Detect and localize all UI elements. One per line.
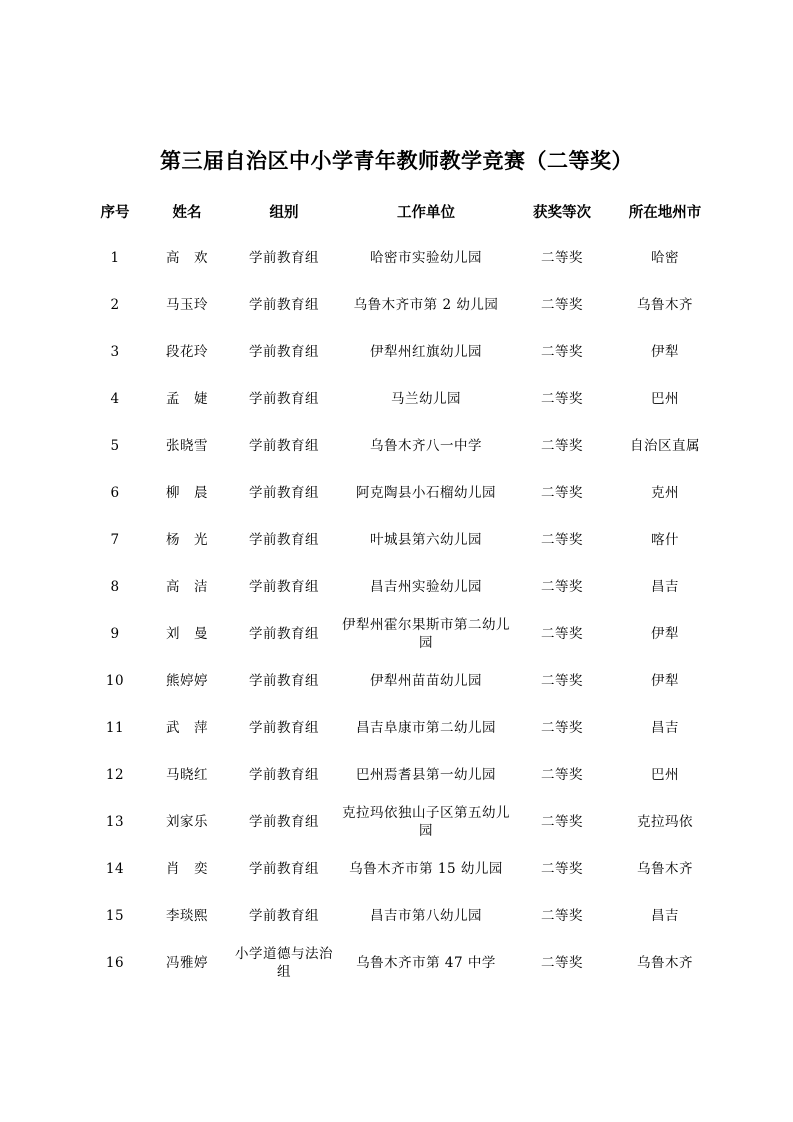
cell-no: 11 — [105, 719, 125, 736]
cell-unit: 昌吉州实验幼儿园 — [370, 578, 482, 595]
header-group: 组别 — [269, 204, 299, 221]
table-row — [88, 328, 722, 375]
cell-group: 学前教育组 — [249, 578, 319, 595]
table-row — [88, 375, 722, 422]
cell-award: 二等奖 — [541, 296, 583, 313]
cell-no: 14 — [105, 860, 125, 877]
cell-award: 二等奖 — [541, 390, 583, 407]
table-row — [88, 234, 722, 281]
cell-city: 昌吉 — [651, 719, 679, 736]
table-row — [88, 845, 722, 892]
cell-city: 自治区直属 — [630, 437, 700, 454]
cell-city: 巴州 — [651, 390, 679, 407]
cell-unit: 巴州焉耆县第一幼儿园 — [356, 766, 496, 783]
cell-group: 学前教育组 — [249, 249, 319, 266]
award-table — [88, 188, 722, 986]
cell-award: 二等奖 — [541, 578, 583, 595]
cell-unit: 叶城县第六幼儿园 — [370, 531, 482, 548]
cell-award: 二等奖 — [541, 766, 583, 783]
table-row — [88, 798, 722, 845]
cell-group: 学前教育组 — [249, 907, 319, 924]
table-row — [88, 281, 722, 328]
cell-city: 伊犁 — [651, 343, 679, 360]
cell-award: 二等奖 — [541, 672, 583, 689]
page-title: 第三届自治区中小学青年教师教学竞赛（二等奖） — [160, 149, 633, 173]
cell-group: 小学道德与法治组 — [235, 945, 333, 980]
cell-group: 学前教育组 — [249, 766, 319, 783]
header-city: 所在地州市 — [628, 204, 702, 221]
cell-award: 二等奖 — [541, 625, 583, 642]
cell-no: 10 — [105, 672, 125, 689]
cell-no: 3 — [110, 343, 120, 360]
cell-no: 1 — [110, 249, 120, 266]
table-body — [88, 234, 722, 986]
cell-unit: 乌鲁木齐市第 47 中学 — [356, 954, 496, 971]
table-row — [88, 422, 722, 469]
cell-no: 2 — [110, 296, 120, 313]
cell-name: 武 萍 — [166, 719, 208, 736]
cell-city: 昌吉 — [651, 907, 679, 924]
cell-city: 喀什 — [651, 531, 679, 548]
cell-unit: 乌鲁木齐市第 2 幼儿园 — [353, 296, 499, 313]
cell-name: 高 洁 — [166, 578, 208, 595]
cell-name: 肖 奕 — [166, 860, 208, 877]
cell-unit: 伊犁州苗苗幼儿园 — [370, 672, 482, 689]
cell-no: 16 — [105, 954, 125, 971]
cell-city: 哈密 — [651, 249, 679, 266]
cell-award: 二等奖 — [541, 249, 583, 266]
cell-group: 学前教育组 — [249, 390, 319, 407]
cell-unit: 伊犁州霍尔果斯市第二幼儿园 — [342, 616, 510, 651]
cell-name: 熊婷婷 — [166, 672, 208, 689]
cell-no: 9 — [110, 625, 120, 642]
table-row — [88, 939, 722, 986]
cell-name: 刘 曼 — [166, 625, 208, 642]
cell-name: 张晓雪 — [166, 437, 208, 454]
cell-group: 学前教育组 — [249, 719, 319, 736]
cell-group: 学前教育组 — [249, 860, 319, 877]
header-unit: 工作单位 — [397, 204, 455, 221]
table-row — [88, 892, 722, 939]
header-award: 获奖等次 — [533, 204, 591, 221]
cell-group: 学前教育组 — [249, 672, 319, 689]
cell-name: 孟 婕 — [166, 390, 208, 407]
cell-unit: 马兰幼儿园 — [391, 390, 461, 407]
cell-name: 段花玲 — [166, 343, 208, 360]
cell-city: 昌吉 — [651, 578, 679, 595]
cell-unit: 昌吉市第八幼儿园 — [370, 907, 482, 924]
cell-name: 李琰熙 — [166, 907, 208, 924]
cell-award: 二等奖 — [541, 813, 583, 830]
cell-award: 二等奖 — [541, 907, 583, 924]
cell-award: 二等奖 — [541, 484, 583, 501]
cell-award: 二等奖 — [541, 719, 583, 736]
table-row — [88, 657, 722, 704]
table-header-row — [88, 188, 722, 234]
cell-city: 乌鲁木齐 — [637, 860, 693, 877]
cell-name: 杨 光 — [166, 531, 208, 548]
cell-award: 二等奖 — [541, 531, 583, 548]
table-row — [88, 469, 722, 516]
cell-no: 15 — [105, 907, 125, 924]
cell-name: 马玉玲 — [166, 296, 208, 313]
table-row — [88, 516, 722, 563]
cell-city: 伊犁 — [651, 672, 679, 689]
cell-award: 二等奖 — [541, 343, 583, 360]
cell-city: 克州 — [651, 484, 679, 501]
cell-group: 学前教育组 — [249, 343, 319, 360]
cell-group: 学前教育组 — [249, 813, 319, 830]
cell-no: 7 — [110, 531, 120, 548]
cell-no: 13 — [105, 813, 125, 830]
cell-group: 学前教育组 — [249, 531, 319, 548]
table-row — [88, 751, 722, 798]
cell-name: 刘家乐 — [166, 813, 208, 830]
cell-group: 学前教育组 — [249, 437, 319, 454]
cell-group: 学前教育组 — [249, 296, 319, 313]
cell-name: 马晓红 — [166, 766, 208, 783]
cell-no: 4 — [110, 390, 120, 407]
cell-city: 克拉玛依 — [637, 813, 693, 830]
cell-name: 柳 晨 — [166, 484, 208, 501]
header-no: 序号 — [100, 204, 130, 221]
table-row — [88, 704, 722, 751]
cell-name: 冯雅婷 — [166, 954, 208, 971]
table-row — [88, 610, 722, 657]
cell-unit: 乌鲁木齐八一中学 — [370, 437, 482, 454]
table-row — [88, 563, 722, 610]
cell-name: 高 欢 — [166, 249, 208, 266]
cell-city: 乌鲁木齐 — [637, 954, 693, 971]
cell-award: 二等奖 — [541, 437, 583, 454]
header-name: 姓名 — [172, 204, 202, 221]
cell-unit: 乌鲁木齐市第 15 幼儿园 — [349, 860, 503, 877]
cell-award: 二等奖 — [541, 860, 583, 877]
cell-city: 乌鲁木齐 — [637, 296, 693, 313]
cell-unit: 阿克陶县小石榴幼儿园 — [356, 484, 496, 501]
cell-group: 学前教育组 — [249, 484, 319, 501]
cell-unit: 昌吉阜康市第二幼儿园 — [356, 719, 496, 736]
cell-no: 8 — [110, 578, 120, 595]
cell-unit: 哈密市实验幼儿园 — [370, 249, 482, 266]
cell-no: 12 — [105, 766, 125, 783]
cell-award: 二等奖 — [541, 954, 583, 971]
cell-city: 巴州 — [651, 766, 679, 783]
cell-city: 伊犁 — [651, 625, 679, 642]
cell-no: 6 — [110, 484, 120, 501]
cell-unit: 伊犁州红旗幼儿园 — [370, 343, 482, 360]
cell-group: 学前教育组 — [249, 625, 319, 642]
cell-no: 5 — [110, 437, 120, 454]
cell-unit: 克拉玛依独山子区第五幼儿园 — [342, 804, 510, 839]
